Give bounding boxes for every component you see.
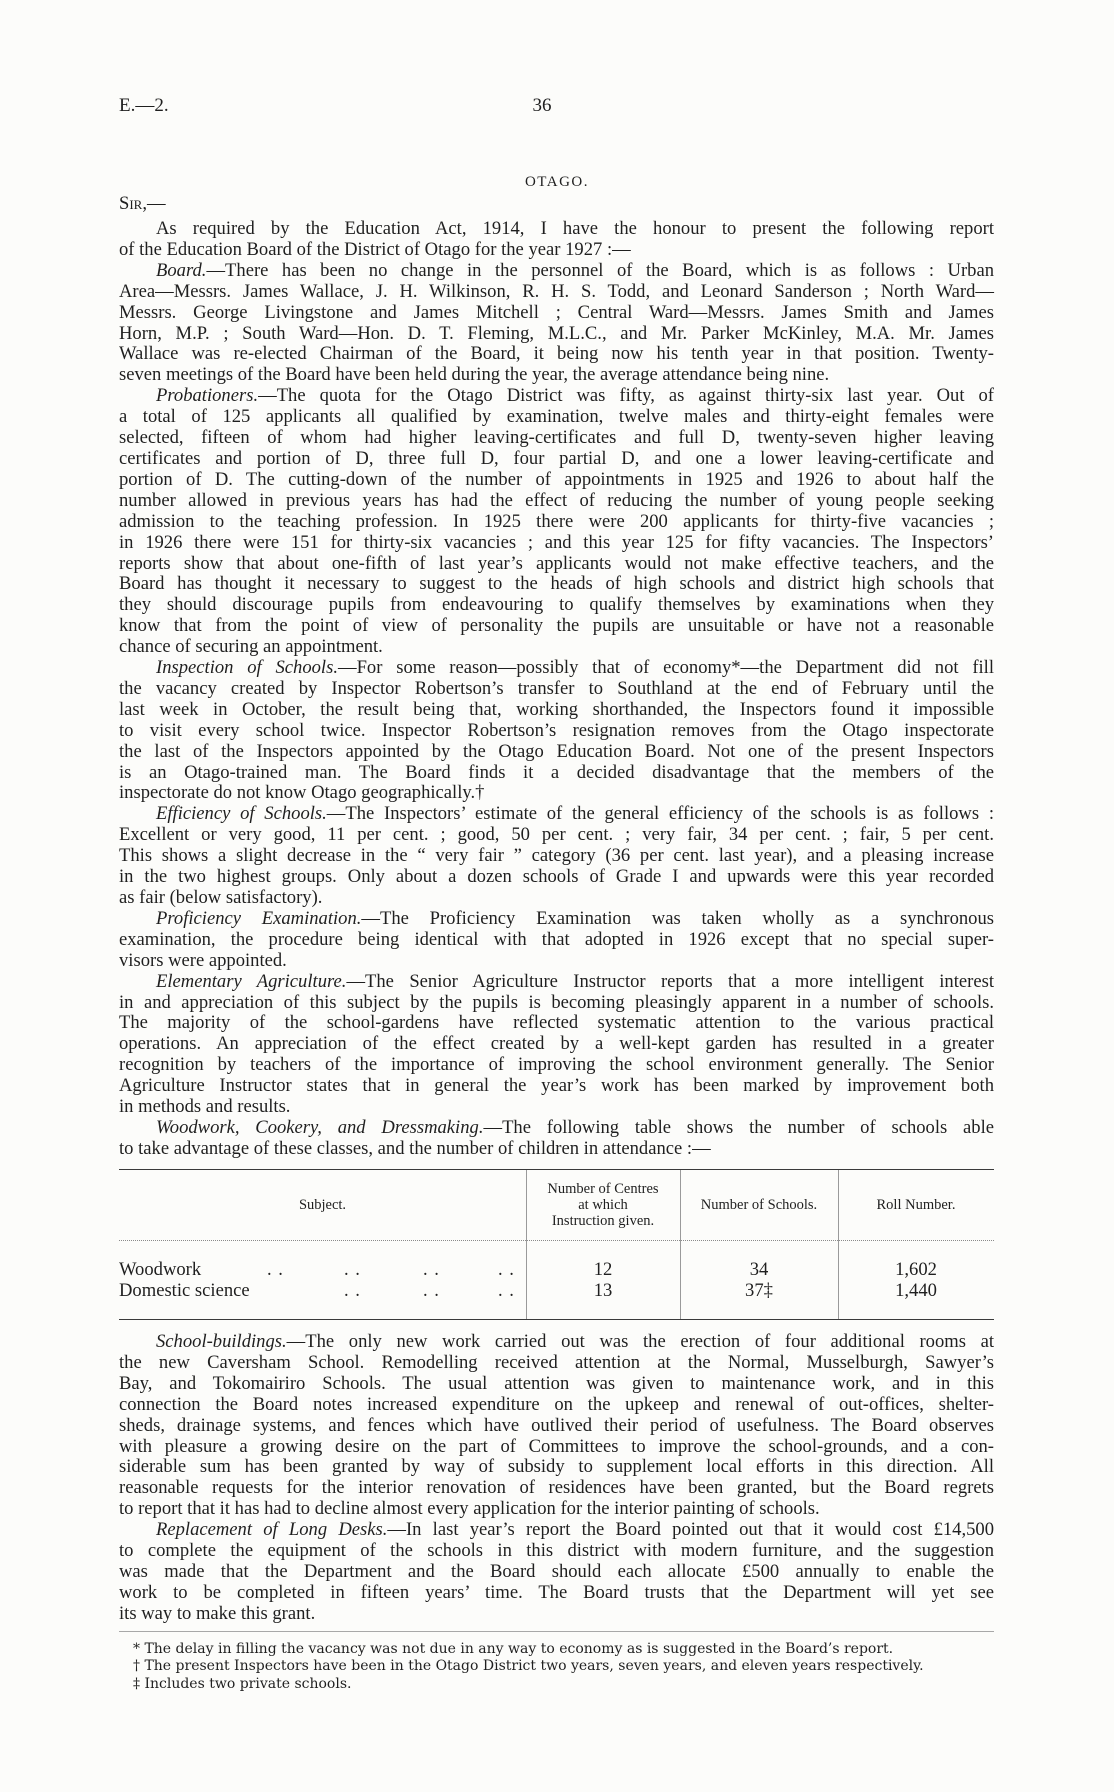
text-line: number allowed in previous years has had the effect of reducing the number of young people seeking xyxy=(119,489,994,511)
report-series-code: E.—2. xyxy=(119,95,169,116)
paragraph-inspection-of-schools xyxy=(119,658,994,804)
text-line: in 1926 there were 151 for thirty-six vacancies ; and this year 125 for fifty vacancies. The Inspectors’ xyxy=(119,531,994,553)
text-line: in methods and results. xyxy=(119,1096,291,1118)
table-row xyxy=(119,1281,994,1302)
text-line: to take advantage of these classes, and the number of children in attendance :— xyxy=(119,1137,711,1159)
report-body-upper xyxy=(119,219,994,1160)
paragraph-replacement-of-long-desks xyxy=(119,1520,994,1625)
text-line xyxy=(119,909,994,930)
header-centres xyxy=(526,1170,680,1240)
text-line: visors were appointed. xyxy=(119,949,287,971)
leader-dots xyxy=(498,1260,515,1281)
table-row xyxy=(119,1260,994,1281)
section-heading: Probationers. xyxy=(156,385,259,407)
text-line: was made that the Department and the Board should each allocate £500 annually to enable the xyxy=(119,1560,994,1582)
text-line: This shows a slight decrease in the “ very fair ” category (36 per cent. last year), and a pleasing increase xyxy=(119,845,994,867)
leader-dots xyxy=(423,1260,440,1281)
section-title: OTAGO. xyxy=(524,174,590,190)
section-heading: Replacement of Long Desks. xyxy=(156,1519,388,1541)
header-roll-label: Roll Number. xyxy=(876,1197,956,1213)
text-line: chance of securing an appointment. xyxy=(119,636,383,658)
footnotes xyxy=(133,1641,924,1693)
text-line: seven meetings of the Board have been held during the year, the average attendance being nine. xyxy=(119,364,830,386)
text-line: The majority of the school-gardens have reflected systematic attention to the various practical xyxy=(119,1012,994,1034)
subject-label: Domestic science xyxy=(119,1279,250,1301)
cell-roll: 1,602 xyxy=(895,1259,937,1280)
text-line: as fair (below satisfactory). xyxy=(119,887,323,908)
text-line: portion of D. The cutting-down of the number of appointments in 1925 and 1926 to about half the xyxy=(119,468,994,490)
section-heading: Elementary Agriculture. xyxy=(156,970,347,992)
text-line: certificates and portion of D, three full D, four partial D, and one a lower leaving-certificate and xyxy=(119,447,994,469)
text-line xyxy=(119,1118,994,1139)
paragraph-proficiency-examination xyxy=(119,909,994,972)
text-line: the last of the Inspectors appointed by the Otago Education Board. Not one of the present Inspectors xyxy=(119,740,994,762)
text-line: reasonable requests for the interior renovation of residences have been granted, but the Board regrets xyxy=(119,1477,994,1499)
classes-table xyxy=(119,1169,994,1320)
leader-dots xyxy=(267,1260,284,1281)
text-line: Messrs. George Livingstone and James Mitchell ; Central Ward—Messrs. James Smith and James xyxy=(119,301,994,323)
column-divider xyxy=(838,1170,839,1319)
subject-label: Woodwork xyxy=(119,1259,202,1280)
text-line: Board has thought it necessary to suggest to the heads of high schools and district high schools that xyxy=(119,573,994,595)
paragraph-probationers xyxy=(119,386,994,658)
text-run: —For some reason—possibly that of economy*—the Department did not fill xyxy=(338,657,995,679)
footnote: * The delay in filling the vacancy was not due in any way to economy as is suggested in the Board’s report. xyxy=(133,1641,894,1657)
header-roll xyxy=(838,1170,994,1240)
column-divider xyxy=(526,1170,527,1319)
text-line xyxy=(119,972,994,993)
text-line xyxy=(119,386,994,407)
text-line: examination, the procedure being identical with that adopted in 1926 except that no special super- xyxy=(119,928,994,950)
text-line: As required by the Education Act, 1914, I have the honour to present the following report xyxy=(156,218,994,239)
text-line xyxy=(119,658,994,679)
text-run: —The following table shows the number of schools able xyxy=(483,1116,995,1138)
text-line: is an Otago-trained man. The Board finds it a decided disadvantage that the members of the xyxy=(119,761,994,783)
text-line: a total of 125 applicants all qualified by examination, twelve males and thirty-eight females were xyxy=(119,406,994,428)
text-run: —There has been no change in the personnel of the Board, which is as follows : Urban xyxy=(206,259,994,281)
table-header xyxy=(119,1170,994,1241)
text-line: to visit every school twice. Inspector Robertson’s resignation removes from the Otago inspectorate xyxy=(119,719,994,741)
column-divider xyxy=(680,1170,681,1319)
text-line: in and appreciation of this subject by the pupils is becoming pleasingly apparent in a number of schools. xyxy=(119,991,994,1013)
text-line: in the two highest groups. Only about a dozen schools of Grade I and upwards were this year recorded xyxy=(119,866,994,888)
text-line xyxy=(119,261,994,282)
text-line: Wallace was re-elected Chairman of the Board, it being now his tenth year in that position. Twenty- xyxy=(119,343,994,365)
text-line: inspectorate do not know Otago geographically.† xyxy=(119,782,485,804)
section-heading: Woodwork, Cookery, and Dressmaking. xyxy=(156,1116,484,1138)
salutation: Sir,— xyxy=(119,193,166,214)
text-line: recognition by teachers of the importance of improving the school environment generally. The Senior xyxy=(119,1054,994,1076)
report-body-lower xyxy=(119,1332,994,1625)
paragraph-opening xyxy=(119,219,994,261)
section-heading: Efficiency of Schools. xyxy=(156,803,327,825)
header-subject-label: Subject. xyxy=(298,1197,347,1213)
footnote: ‡ Includes two private schools. xyxy=(133,1675,352,1692)
header-subject xyxy=(119,1170,526,1240)
cell-subject xyxy=(119,1260,526,1281)
header-centres-line: Instruction given. xyxy=(551,1213,655,1229)
section-heading: Board. xyxy=(156,259,207,281)
header-schools-label: Number of Schools. xyxy=(700,1197,818,1213)
header-centres-line: Number of Centres xyxy=(547,1181,659,1197)
leader-dots xyxy=(344,1281,361,1302)
text-line: of the Education Board of the District of Otago for the year 1927 :— xyxy=(119,238,631,260)
cell-centres: 12 xyxy=(593,1259,613,1280)
text-line xyxy=(119,1520,994,1541)
cell-schools: 37‡ xyxy=(745,1279,773,1301)
text-line: connection the Board notes increased expenditure on the upkeep and renewal of out-offices, shelter- xyxy=(119,1393,994,1415)
text-line: Bay, and Tokomairiro Schools. The usual attention was given to maintenance work, and in this xyxy=(119,1372,994,1394)
leader-dots xyxy=(423,1281,440,1302)
text-line: last week in October, the result being that, working shorthanded, the Inspectors found it impossible xyxy=(119,698,994,720)
header-schools xyxy=(680,1170,838,1240)
text-run: —The quota for the Otago District was fifty, as against thirty-six last year. Out of xyxy=(258,385,994,407)
page-number: 36 xyxy=(532,95,552,116)
text-line: its way to make this grant. xyxy=(119,1602,316,1624)
header-centres-line: at which xyxy=(578,1197,628,1213)
text-line: work to be completed in fifteen years’ time. The Board trusts that the Department will yet see xyxy=(119,1581,994,1603)
text-run: —The Inspectors’ estimate of the general efficiency of the schools is as follows : xyxy=(326,803,994,825)
section-heading: Inspection of Schools. xyxy=(156,657,338,679)
text-line: siderable sum has been granted by way of subsidy to supplement local efforts in this direction. All xyxy=(119,1456,994,1478)
text-line xyxy=(119,804,994,825)
text-line: the new Caversham School. Remodelling received attention at the Normal, Musselburgh, Sawyer’s xyxy=(119,1351,994,1373)
text-line xyxy=(119,1332,994,1353)
section-heading: Proficiency Examination. xyxy=(156,907,362,929)
paragraph-board xyxy=(119,261,994,386)
text-line: sheds, drainage systems, and fences which have outlived their period of usefulness. The Board observes xyxy=(119,1414,994,1436)
footnote: † The present Inspectors have been in the Otago District two years, seven years, and eleven years respectively. xyxy=(133,1658,924,1675)
paragraph-school-buildings xyxy=(119,1332,994,1520)
text-run: —The Proficiency Examination was taken wholly as a synchronous xyxy=(361,907,994,929)
text-run: —The Senior Agriculture Instructor reports that a more intelligent interest xyxy=(346,970,994,992)
cell-subject xyxy=(119,1281,526,1302)
text-run: —In last year’s report the Board pointed out that it would cost £14,500 xyxy=(387,1519,994,1541)
text-line: know that from the point of view of personality the pupils are unsuitable or have not a reasonable xyxy=(119,615,994,637)
text-line: Horn, M.P. ; South Ward—Hon. D. T. Fleming, M.L.C., and Mr. Parker McKinley, M.A. Mr. James xyxy=(119,322,994,344)
text-line: the vacancy created by Inspector Robertson’s transfer to Southland at the end of February until the xyxy=(119,677,994,699)
text-line: to complete the equipment of the schools in this district with modern furniture, and the suggestion xyxy=(119,1540,994,1562)
section-heading: School-buildings. xyxy=(156,1331,287,1352)
text-line: to report that it has had to decline almost every application for the interior painting of schools. xyxy=(119,1498,820,1520)
footnote-divider xyxy=(119,1631,994,1632)
leader-dots xyxy=(344,1260,361,1281)
paragraph-elementary-agriculture xyxy=(119,972,994,1118)
text-line: Excellent or very good, 11 per cent. ; good, 50 per cent. ; very fair, 34 per cent. ; fair, 5 per cent. xyxy=(119,824,994,846)
leader-dots xyxy=(498,1281,515,1302)
text-line: with pleasure a growing desire on the part of Committees to improve the school-grounds, and a con- xyxy=(119,1435,994,1457)
text-run: —The only new work carried out was the erection of four additional rooms at xyxy=(286,1331,994,1352)
cell-schools: 34 xyxy=(749,1259,769,1280)
text-line: reports show that about one-fifth of last year’s applicants would not make effective teachers, and the xyxy=(119,552,994,574)
cell-centres: 13 xyxy=(593,1279,613,1301)
text-line: admission to the teaching profession. In 1925 there were 200 applicants for thirty-five vacancies ; xyxy=(119,510,994,532)
text-line: they should discourage pupils from endeavouring to qualify themselves by examinations when they xyxy=(119,594,994,616)
text-line: Agriculture Instructor states that in general the year’s work has been marked by improvement both xyxy=(119,1075,994,1097)
paragraph-woodwork-cookery-and-dressmaking xyxy=(119,1118,994,1160)
paragraph-efficiency-of-schools xyxy=(119,804,994,909)
cell-roll: 1,440 xyxy=(895,1279,937,1301)
text-line: operations. An appreciation of the effect created by a well-kept garden has resulted in a greater xyxy=(119,1033,994,1055)
text-line: Area—Messrs. James Wallace, J. H. Wilkinson, R. H. S. Todd, and Leonard Sanderson ; North Ward— xyxy=(119,280,994,302)
text-line: selected, fifteen of whom had higher leaving-certificates and full D, twenty-seven higher leaving xyxy=(119,427,994,449)
